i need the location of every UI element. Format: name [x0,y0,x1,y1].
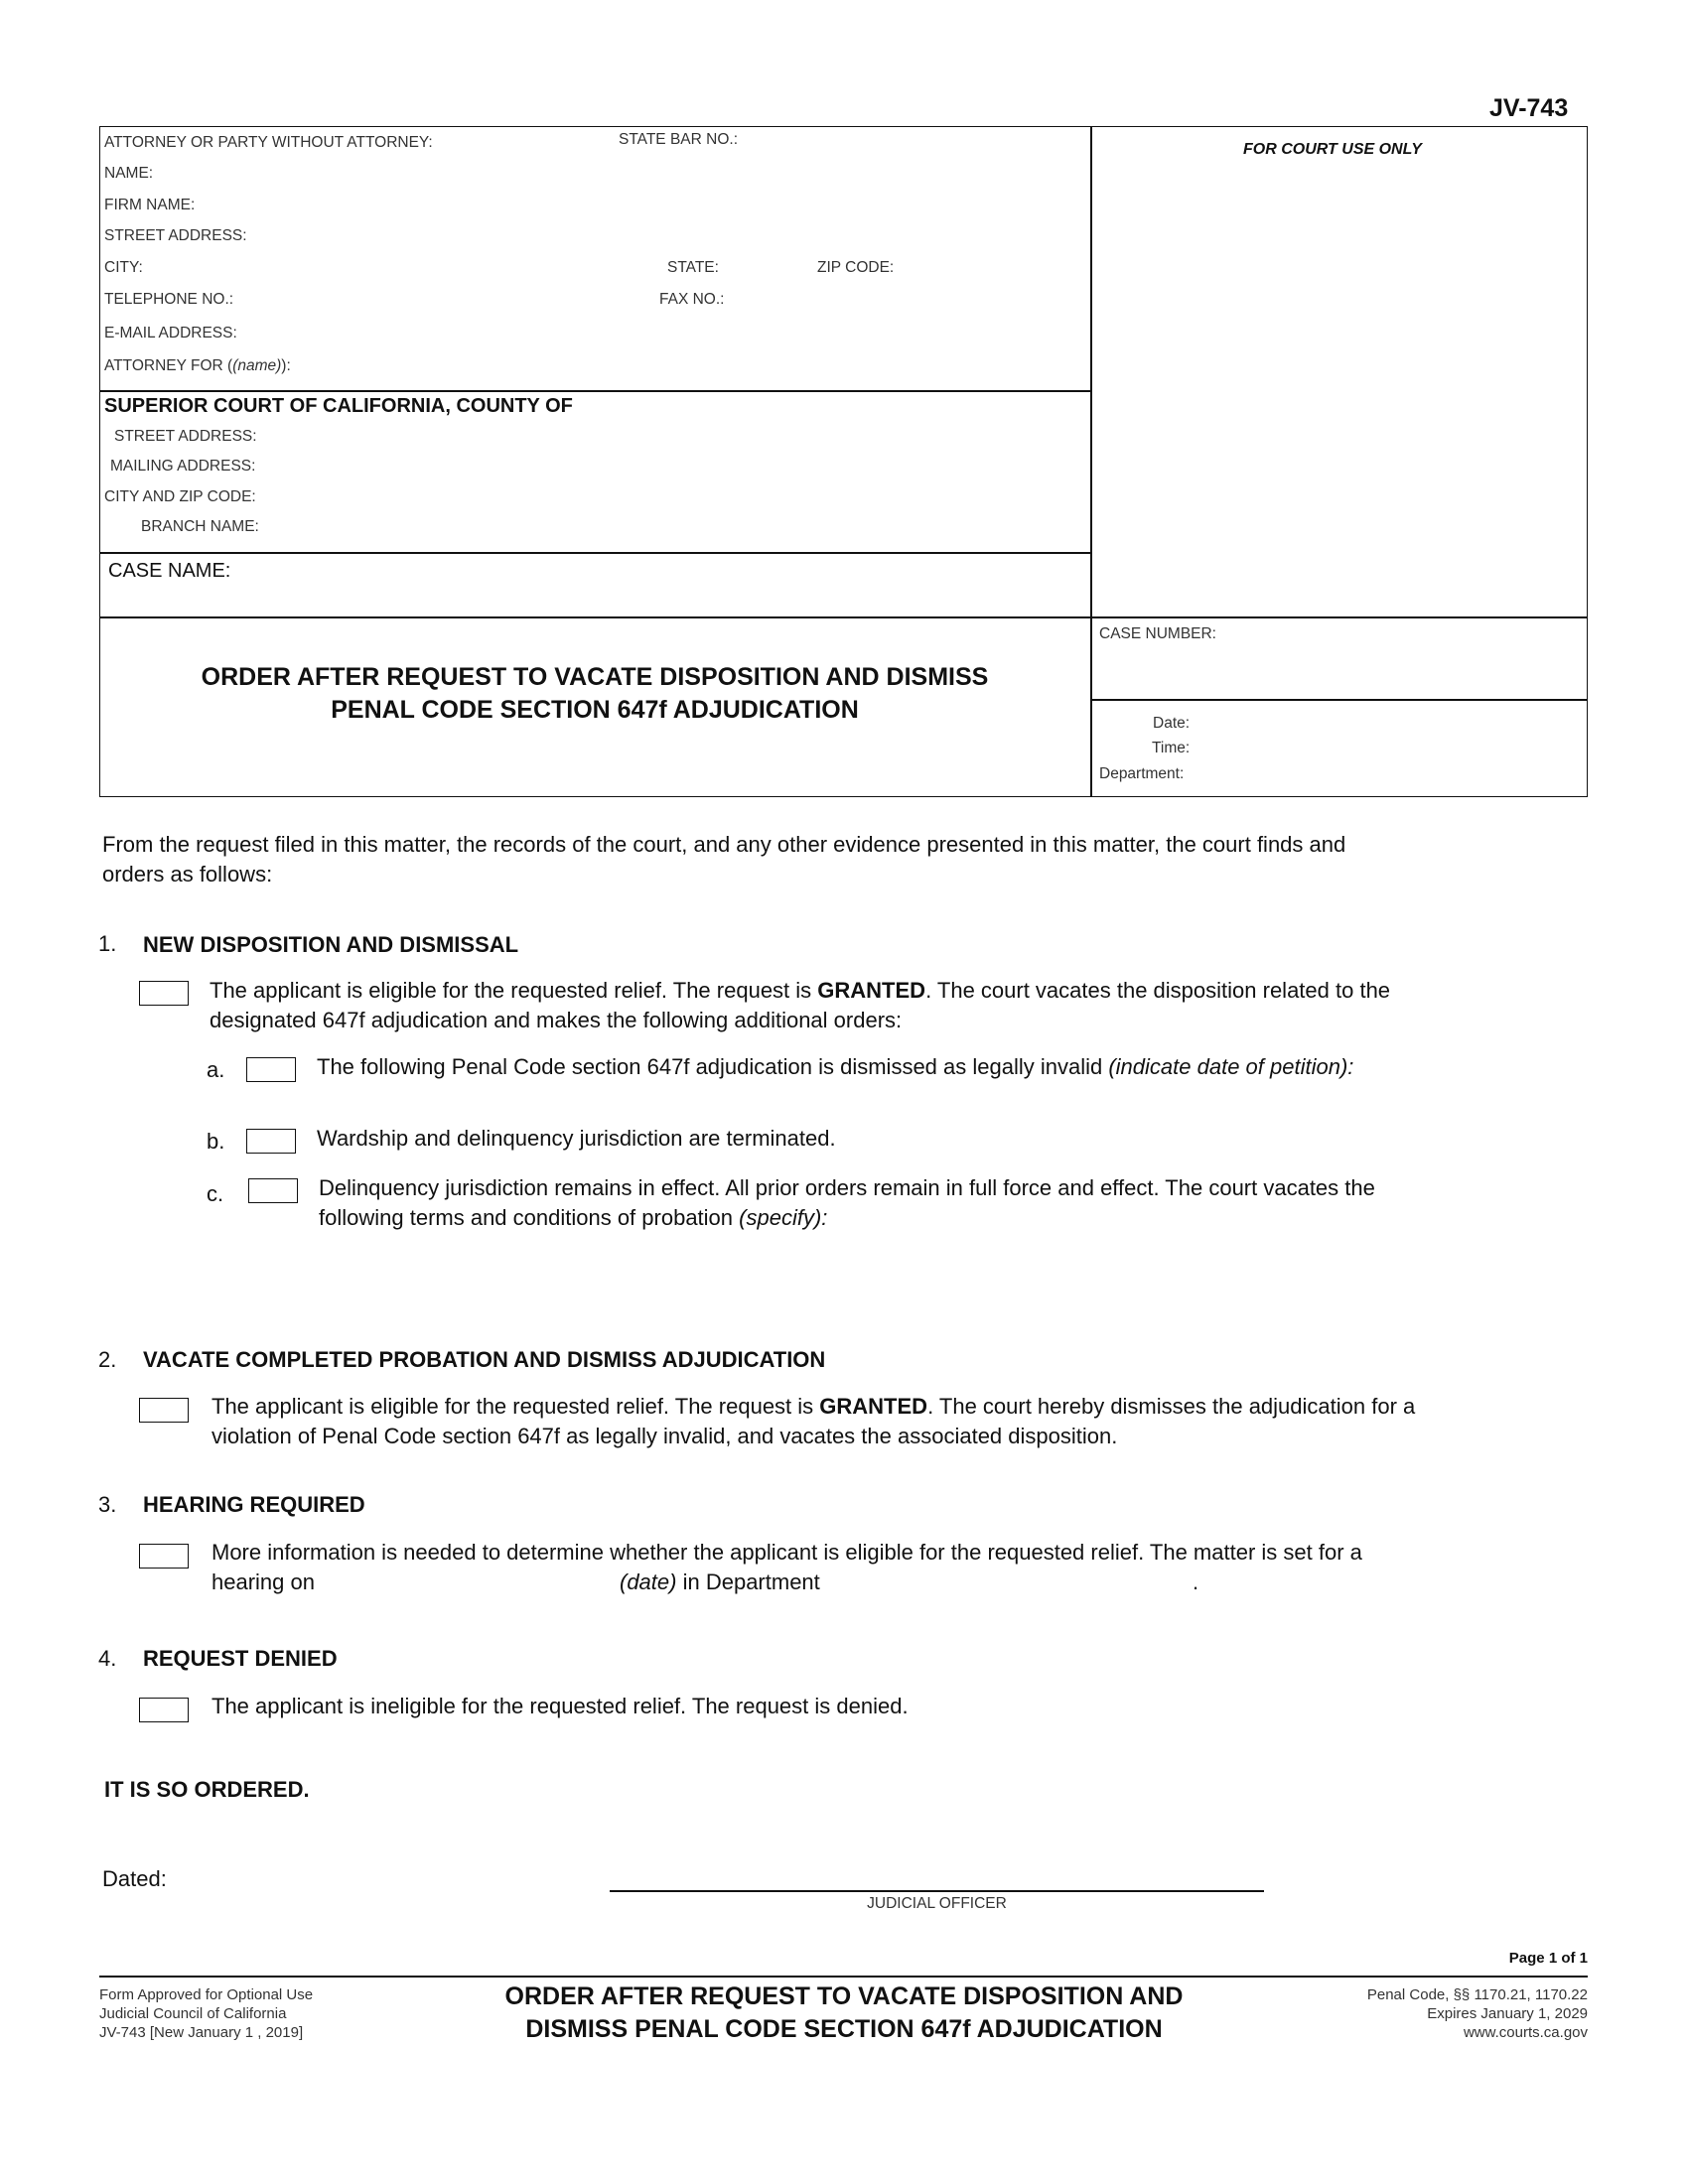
firm-name-label: FIRM NAME: [104,197,196,213]
footer-right-line1: Penal Code, §§ 1170.21, 1170.22 [1366,1986,1588,2003]
section1a-hint: (indicate date of petition): [1108,1054,1354,1079]
section3-text2a: hearing on [211,1570,315,1594]
attorney-court-divider [99,390,1090,392]
footer-divider [99,1976,1588,1978]
section4-title: REQUEST DENIED [143,1646,338,1671]
section1a-text [317,1052,1353,1082]
branch-name-label: BRANCH NAME: [141,518,259,535]
section3-period: . [1193,1570,1199,1594]
section1a-checkbox[interactable] [246,1057,296,1082]
section1c-hint: (specify): [739,1205,828,1230]
hearing-department-label: Department: [1099,765,1185,782]
court-title: SUPERIOR COURT OF CALIFORNIA, COUNTY OF [104,395,573,417]
street-address-label: STREET ADDRESS: [104,227,247,244]
dated-label: Dated: [102,1866,167,1891]
court-casename-divider [99,552,1090,554]
section1b-label: b. [207,1129,225,1154]
fax-label: FAX NO.: [659,291,725,308]
footer-left-line1: Form Approved for Optional Use [99,1986,314,2003]
section1-title: NEW DISPOSITION AND DISMISSAL [143,932,519,957]
section1-checkbox[interactable] [139,981,189,1006]
city-zip-label: CITY AND ZIP CODE: [104,488,256,505]
footer-right [1290,1985,1588,2042]
header-vertical-divider [1090,126,1092,797]
attorney-for-name-hint: (name) [232,357,282,374]
section1b-checkbox[interactable] [246,1129,296,1154]
section3-text1: More information is needed to determine whether the applicant is eligible for the requested relief. The matter is set for a [211,1540,1362,1565]
section1-text2: designated 647f adjudication and makes the following additional orders: [210,1008,903,1032]
hearing-time-label: Time: [1152,740,1191,756]
section3-in-department: in Department [676,1570,820,1594]
judicial-officer-label: JUDICIAL OFFICER [867,1895,1007,1912]
intro-line1: From the request filed in this matter, the records of the court, and any other evidence presented in this matter, the court finds and [102,832,1346,857]
footer-left [99,1985,313,2042]
section3-date-hint [620,1568,820,1597]
intro-line2: orders as follows: [102,862,273,887]
casename-title-divider [99,616,1588,618]
section2-number: 2. [98,1347,117,1372]
case-name-label: CASE NAME: [108,560,231,582]
attorney-for-colon: : [286,357,291,374]
footer-right-line2: Expires January 1, 2029 [1427,2005,1588,2022]
section1a-text-main: The following Penal Code section 647f adjudication is dismissed as legally invalid [317,1054,1109,1079]
section2-text1-pre: The applicant is eligible for the requested relief. The request is [211,1394,820,1419]
footer-title-line1: ORDER AFTER REQUEST TO VACATE DISPOSITION AND [504,1982,1184,2010]
section2-checkbox[interactable] [139,1398,189,1423]
section3-checkbox[interactable] [139,1544,189,1569]
telephone-label: TELEPHONE NO.: [104,291,234,308]
attorney-label: ATTORNEY OR PARTY WITHOUT ATTORNEY: [104,134,433,151]
form-id: JV-743 [1489,94,1569,122]
zip-code-label: ZIP CODE: [817,259,895,276]
section1b-text: Wardship and delinquency jurisdiction are terminated. [317,1126,836,1151]
casenumber-hearing-divider [1090,699,1588,701]
footer-right-line3: www.courts.ca.gov [1463,2024,1588,2041]
case-number-label: CASE NUMBER: [1099,625,1216,642]
section1c-text [319,1173,1375,1233]
name-label: NAME: [104,165,154,182]
section4-checkbox[interactable] [139,1698,189,1722]
it-is-so-ordered: IT IS SO ORDERED. [104,1777,310,1802]
section1c-text2: following terms and conditions of probation [319,1205,740,1230]
judicial-officer-signature-line [610,1890,1264,1892]
mailing-address-label: MAILING ADDRESS: [110,458,256,475]
attorney-for-label: ATTORNEY FOR ((name)): [104,357,291,374]
section4-text: The applicant is ineligible for the requested relief. The request is denied. [211,1694,909,1718]
section1-granted: GRANTED [817,978,926,1003]
city-label: CITY: [104,259,143,276]
section3-date-italic: (date) [620,1570,677,1594]
section3-title: HEARING REQUIRED [143,1492,365,1517]
section1c-checkbox[interactable] [248,1178,298,1203]
footer-left-line3: JV-743 [New January 1 , 2019] [99,2024,304,2041]
section1-text1-pre: The applicant is eligible for the requested relief. The request is [210,978,818,1003]
page-number: Page 1 of 1 [1508,1950,1588,1967]
section2-granted: GRANTED [819,1394,928,1419]
section2-text1-post: . The court hereby dismisses the adjudication for a [927,1394,1416,1419]
section3-number: 3. [98,1492,117,1517]
section4-number: 4. [98,1646,117,1671]
section2-text2: violation of Penal Code section 647f as legally invalid, and vacates the associated disposition. [211,1424,1118,1448]
court-use-only-label: FOR COURT USE ONLY [1243,141,1422,158]
footer-left-line2: Judicial Council of California [99,2005,287,2022]
intro-text [102,830,1345,889]
hearing-date-label: Date: [1153,715,1191,732]
form-title-line2: PENAL CODE SECTION 647f ADJUDICATION [331,696,859,724]
state-label: STATE: [667,259,719,276]
section2-text [211,1392,1415,1451]
email-label: E-MAIL ADDRESS: [104,325,237,341]
section1-text [210,976,1390,1035]
court-street-label: STREET ADDRESS: [114,428,257,445]
section1c-text1: Delinquency jurisdiction remains in effect. All prior orders remain in full force and effect. The court vacates the [319,1175,1375,1200]
section1-text1-post: . The court vacates the disposition related to the [925,978,1391,1003]
section1-number: 1. [98,931,117,956]
attorney-for-text: ATTORNEY FOR [104,357,223,374]
section1a-label: a. [207,1057,225,1082]
form-title-line1: ORDER AFTER REQUEST TO VACATE DISPOSITION AND DISMISS [201,663,989,691]
footer-title [397,1980,1291,2046]
section1c-label: c. [207,1181,224,1206]
state-bar-label: STATE BAR NO.: [619,131,738,148]
section2-title: VACATE COMPLETED PROBATION AND DISMISS ADJUDICATION [143,1347,826,1372]
footer-title-line2: DISMISS PENAL CODE SECTION 647f ADJUDICATION [525,2015,1163,2043]
form-title [99,661,1090,727]
